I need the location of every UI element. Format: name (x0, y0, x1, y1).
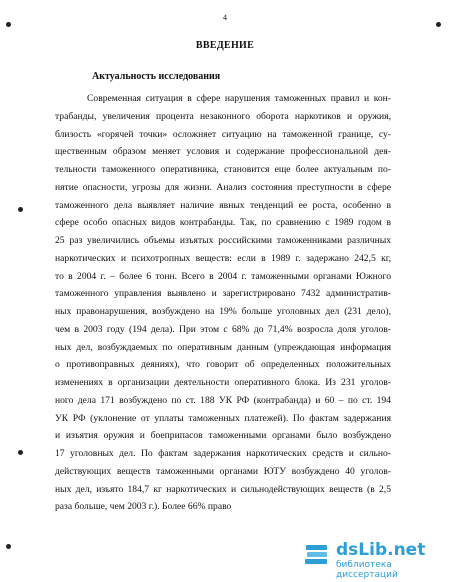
watermark-subtitle: библиотека диссертаций (336, 560, 398, 580)
text-line: тельности таможенного оперативника, становится еще более актуальным по- (55, 164, 391, 175)
text-line: близость «горячей точки» осложняет ситуацию на таможенной границе, су- (55, 128, 391, 140)
text-line: 25 раз увеличились объемы изъятых российскими таможенниками различных (55, 235, 391, 246)
text-line: то в 2004 г. – более 6 тонн. Всего в 2004 г. таможенными органами Южного (55, 270, 391, 282)
scan-mark-icon (436, 22, 441, 27)
text-line: ных дел, изъято 184,7 кг наркотических и сильнодействующих веществ (в 2,5 (55, 483, 391, 495)
text-line: сфере особо опасных видов контрабанды. Так, по сравнению с 1989 годом в (55, 217, 391, 229)
section-title: ВВЕДЕНИЕ (195, 40, 255, 51)
text-line: таможенного управления выявлено и зарегистрировано 7432 административ- (55, 288, 391, 300)
text-line: Современная ситуация в сфере нарушения таможенных правил и кон- (87, 93, 391, 104)
text-line: трабанды, увеличения процента незаконного оборота наркотиков и оружия, (55, 110, 391, 122)
text-line: раза больше, чем 2003 г.). Более 66% право (55, 501, 232, 513)
page-number: 4 (223, 13, 227, 22)
text-line: ных правонарушения, возбуждено на 19% больше уголовных дел (231 дело), (55, 306, 391, 317)
text-line: действующих веществ таможенными органами ЮТУ возбуждено 40 уголов- (55, 465, 391, 477)
scan-mark-icon (18, 207, 23, 212)
text-line: о противоправных деяниях), что говорит об определенных положительных (55, 359, 391, 371)
text-line: щественным образом меняет условия и содержание профессиональной дея- (55, 146, 391, 158)
text-line: 17 уголовных дел. По фактам задержания наркотических средств и сильно- (55, 448, 391, 459)
watermark[interactable] (302, 536, 442, 580)
text-line: наркотических и психотропных веществ: если в 1989 г. задержано 242,5 кг, (55, 252, 391, 264)
text-line: и изъятия оружия и боеприпасов таможенными органами было возбуждено (55, 430, 391, 442)
text-line: ного дела 171 возбуждено по ст. 188 УК РФ (контрабанда) и 60 – по ст. 194 (55, 394, 391, 406)
section-subtitle: Актуальность исследования (92, 71, 221, 82)
text-line: УК РФ (уклонение от уплаты таможенных платежей). По фактам задержания (55, 412, 391, 424)
text-line: таможенного дела выявляет наличие явных тенденций ее роста, особенно в (55, 199, 391, 211)
book-stack-icon (302, 540, 332, 570)
scan-mark-icon (6, 544, 11, 549)
text-line: чем в 2003 году (194 дела). При этом с 68% до 71,4% возросла доля уголов- (55, 323, 391, 335)
body-text (55, 90, 391, 516)
scan-mark-icon (18, 450, 23, 455)
text-line: нятие опасности, угрозы для жизни. Анализ состояния преступности в сфере (55, 181, 391, 193)
watermark-brand: dsLib.net (336, 540, 426, 560)
text-line: изменениях в организации деятельности оперативного блока. Из 231 уголов- (55, 377, 391, 388)
text-line: ных дел, возбуждаемых по оперативным данным (упреждающая информация (55, 341, 391, 353)
scan-mark-icon (6, 22, 11, 27)
